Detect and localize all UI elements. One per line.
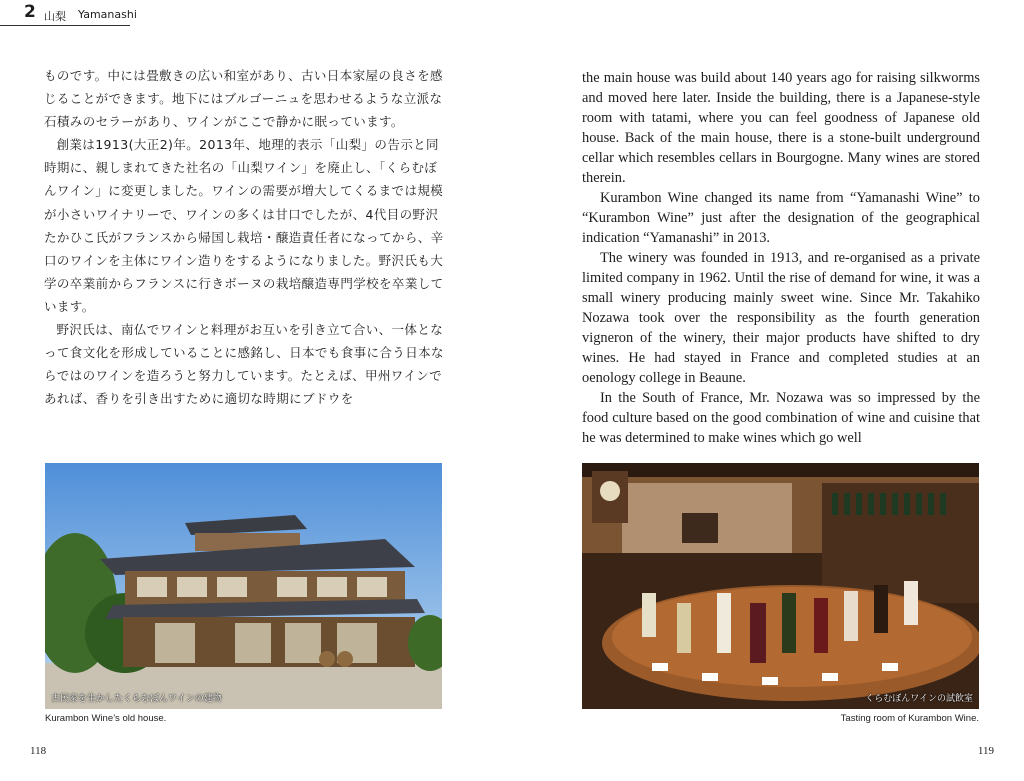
tasting-room-photo-overlay-caption: くらむぼんワインの試飲室: [865, 694, 973, 704]
jp-paragraph: 野沢氏は、南仏でワインと料理がお互いを引き立て合い、一体となって食文化を形成していることに感銘し、日本でも食事に合う日本ならではのワインを造ろうと努力しています。たとえば、甲州ワインであれば、香りを引き出すために適切な時期にブドウを: [44, 322, 444, 407]
en-paragraph: In the South of France, Mr. Nozawa was so impressed by the food culture based on the good combination of wine and cuisine that he was determined to make wines which go well: [582, 390, 980, 446]
chapter-number: 2: [24, 2, 36, 22]
right-page-number: 119: [977, 745, 994, 757]
jp-paragraph: 創業は1913(大正2)年。2013年、地理的表示「山梨」の告示と同時期に、親しまれてきた社名の「山梨ワイン」を廃止し、「くらむぼんワイン」に変更しました。ワインの需要が増大してくるまでは規模が小さいワイナリーで、ワインの多くは甘口でしたが、4代目の野沢たかひこ氏がフランスから帰国し栽培・醸造責任者になってから、辛口のワインを主体にワイン造りをするようになりました。野沢氏も大学の卒業前からフランスに行きボーヌの栽培醸造専門学校を卒業しています。: [44, 137, 444, 314]
chapter-title-en: Yamanashi: [78, 8, 137, 21]
left-page-body: [44, 64, 444, 410]
chapter-title-jp: 山梨: [44, 10, 66, 23]
chapter-header: [0, 0, 137, 26]
old-house-photo-overlay-caption: 古民家を生かしたくらむぼんワインの建物: [51, 694, 222, 704]
left-page-number: 118: [30, 745, 47, 757]
header-rule: [0, 25, 130, 26]
right-photo-caption: Tasting room of Kurambon Wine.: [840, 713, 979, 724]
right-page-body: [582, 68, 980, 448]
jp-paragraph: ものです。中には畳敷きの広い和室があり、古い日本家屋の良さを感じることができます。地下にはブルゴーニュを思わせるような立派な石積みのセラーがあり、ワインがここで静かに眠っています。: [44, 68, 443, 130]
en-paragraph: the main house was build about 140 years ago for raising silkworms and moved here later. Inside the building, there is a Japanese-style room with tatami, where you can feel goodness of Japanese old house. Back of the main house, there is a stone-built underground cellar which resembles cellars in Bourgogne. Many wines are stored therein.: [582, 70, 980, 186]
old-house-photo: [45, 463, 442, 709]
en-paragraph: Kurambon Wine changed its name from “Yamanashi Wine” to “Kurambon Wine” just after the designation of the geographical indication “Yamanashi” in 2013.: [582, 190, 980, 246]
left-photo-caption: Kurambon Wine’s old house.: [45, 713, 167, 724]
tasting-room-photo: [582, 463, 979, 709]
en-paragraph: The winery was founded in 1913, and re-organised as a private limited company in 1962. Until the rise of demand for wine, it was a small winery producing mainly sweet wine. Since Mr. Takahiko Nozawa took over the responsibility as the fourth generation vigneron of the winery, their major products have shifted to dry wines. He had stayed in France and completed studies at an oenology college in Beaune.: [582, 250, 980, 386]
